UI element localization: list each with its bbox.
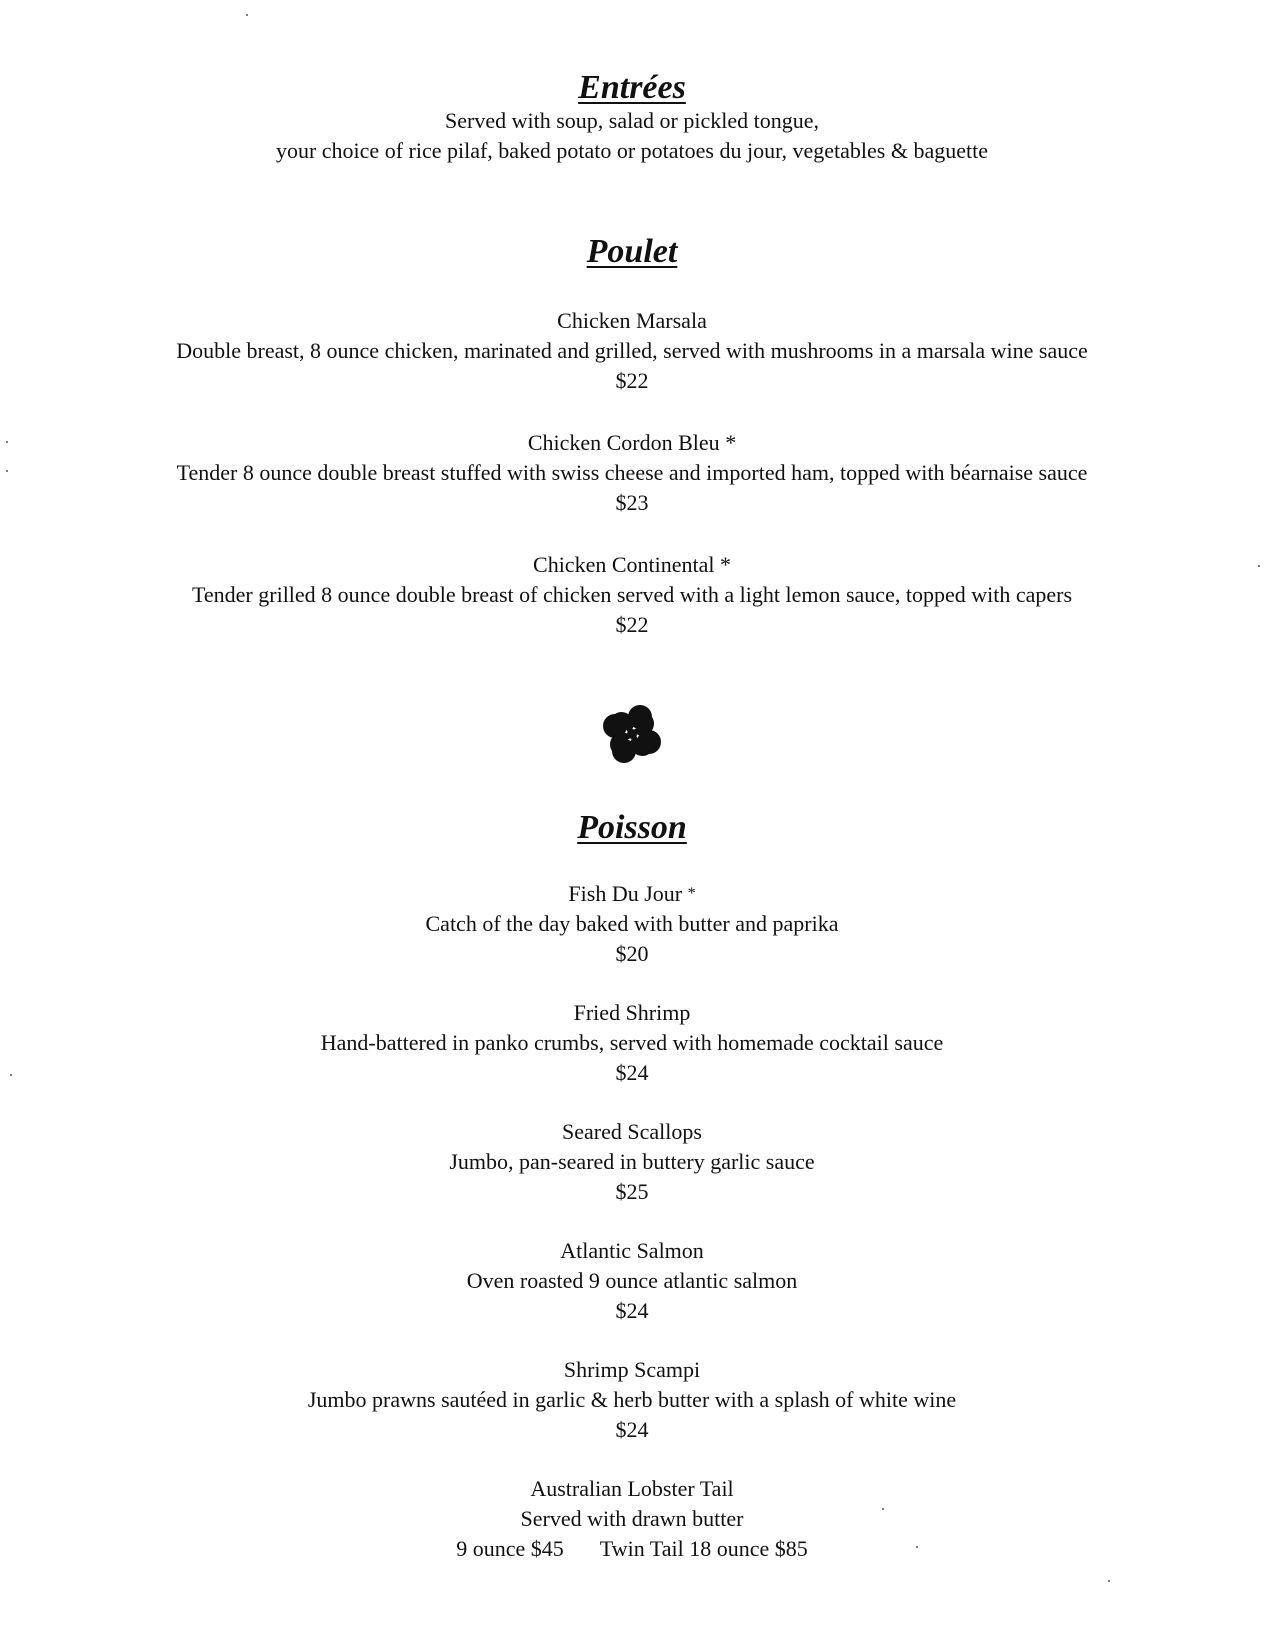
menu-item <box>0 1355 1264 1445</box>
item-price: $22 <box>615 368 649 393</box>
item-price: $25 <box>615 1179 649 1204</box>
item-name <box>0 879 1264 909</box>
scan-speck <box>10 1074 12 1076</box>
size-single-price: 9 ounce $45 <box>456 1536 564 1561</box>
menu-item <box>0 879 1264 969</box>
item-name <box>0 306 1264 336</box>
entrees-heading: Entrées <box>578 69 686 106</box>
asterisk-marker: * <box>687 885 696 902</box>
menu-item <box>0 998 1264 1088</box>
menu-item <box>0 428 1264 518</box>
poulet-heading: Poulet <box>586 233 678 270</box>
item-description: Catch of the day baked with butter and paprika <box>425 911 839 936</box>
item-name: Fried Shrimp <box>573 1000 691 1025</box>
item-description: Double breast, 8 ounce chicken, marinated and grilled, served with mushrooms in a marsala wine sauce <box>176 338 1088 363</box>
item-description: Oven roasted 9 ounce atlantic salmon <box>466 1268 798 1293</box>
item-price: $20 <box>615 941 649 966</box>
scan-speck <box>1258 565 1260 567</box>
menu-item <box>0 550 1264 640</box>
item-name: Atlantic Salmon <box>560 1238 704 1263</box>
item-description: Jumbo prawns sautéed in garlic & herb butter with a splash of white wine <box>307 1387 957 1412</box>
item-size-prices <box>0 1534 1264 1564</box>
item-price: $24 <box>615 1417 649 1442</box>
poisson-heading: Poisson <box>577 809 687 846</box>
poulet-list <box>0 306 1264 672</box>
scan-speck <box>6 470 8 472</box>
item-description: Tender grilled 8 ounce double breast of chicken served with a light lemon sauce, topped with capers <box>192 582 1072 607</box>
asterisk-marker: * <box>719 552 731 577</box>
entrees-subtitle-line-1: Served with soup, salad or pickled tongue, <box>445 108 819 133</box>
scan-speck <box>246 14 248 16</box>
item-name-text: Chicken Continental <box>533 552 715 577</box>
item-price: $22 <box>615 612 649 637</box>
item-name-text: Chicken Cordon Bleu <box>527 430 720 455</box>
asterisk-marker: * <box>725 430 737 455</box>
menu-item-lobster <box>0 1474 1264 1564</box>
item-description: Hand-battered in panko crumbs, served with homemade cocktail sauce <box>320 1030 944 1055</box>
item-price: $24 <box>615 1298 649 1323</box>
item-price: $24 <box>615 1060 649 1085</box>
item-name: Seared Scallops <box>562 1119 702 1144</box>
item-description: Tender 8 ounce double breast stuffed with swiss cheese and imported ham, topped with béarnaise sauce <box>176 460 1088 485</box>
item-description: Served with drawn butter <box>520 1506 744 1531</box>
entrees-subtitle <box>0 106 1264 166</box>
scan-speck <box>6 441 8 443</box>
item-name-text: Fish Du Jour <box>568 881 683 906</box>
menu-item <box>0 1117 1264 1207</box>
basque-cross-icon <box>594 695 670 773</box>
item-name: Australian Lobster Tail <box>530 1476 734 1501</box>
item-price: $23 <box>615 490 649 515</box>
scan-speck <box>916 1546 918 1548</box>
scan-speck <box>1108 1580 1110 1582</box>
poisson-list <box>0 879 1264 1564</box>
item-name <box>0 428 1264 458</box>
item-name-text: Chicken Marsala <box>557 308 707 333</box>
item-description: Jumbo, pan-seared in buttery garlic sauce <box>449 1149 815 1174</box>
scan-speck <box>882 1508 884 1510</box>
item-name <box>0 550 1264 580</box>
menu-item <box>0 306 1264 396</box>
entrees-subtitle-line-2: your choice of rice pilaf, baked potato or potatoes du jour, vegetables & baguette <box>275 138 989 163</box>
size-twin-price: Twin Tail 18 ounce $85 <box>599 1536 808 1561</box>
item-name: Shrimp Scampi <box>563 1357 701 1382</box>
menu-item <box>0 1236 1264 1326</box>
